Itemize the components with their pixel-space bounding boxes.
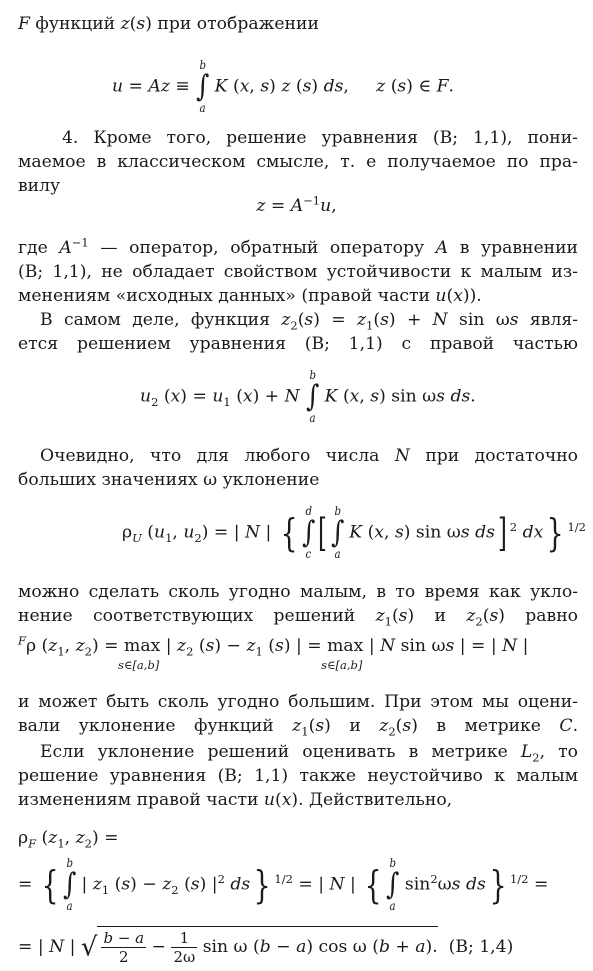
text-line: где $A^{-1}$ — оператор, обратный оператору A в уравнении <box>18 235 578 258</box>
text-line: можно сделать сколь угодно малым, в то время как укло- <box>18 582 578 602</box>
text-line: менениям «исходных данных» (правой части u(x)). <box>18 286 482 306</box>
text-line: Если уклонение решений оценивать в метрике $L_2$, то <box>40 742 578 765</box>
text-line: ется решением уравнения (В; 1,1) с правой частью <box>18 334 578 354</box>
text-line: изменениям правой части u(x). Действительно, <box>18 790 453 810</box>
equation-max: $^F$ρ ($z_1$, $z_2) = \max$ s∈[a,b] | $z_2$ $(s) - z_1$ (s) | = max s∈[a,b] | N sin ωs | = | N | <box>18 633 529 672</box>
equation-right-side: $u_2$ $(x) = u_1$ (x) + N b ∫ a K (x, s) sin ωs ds. <box>140 368 476 425</box>
text-line: маемое в классическом смысле, т. е получаемое по пра- <box>18 152 578 172</box>
equation-label: (В; 1,4) <box>448 937 514 957</box>
text-line: Очевидно, что для любого числа N при достаточно <box>40 446 578 466</box>
text-line: вилу <box>18 176 61 196</box>
equation-rho-f-line1: = { b ∫ a | $z_1$ $(s) - z_2$ (s) $|^2$ ds} $^{1/2}$ = | N | { b ∫ a $\sin^2\omega s$ ds} $^{1/2}$ = <box>18 856 549 913</box>
text-line: и может быть сколь угодно большим. При этом мы оцени- <box>18 692 578 712</box>
equation-inverse: $z = A^{-1}u$, <box>256 193 337 216</box>
text-line: вали уклонение функций $z_1(s)$ и $z_2(s)$ в метрике C. <box>18 716 579 739</box>
text-line: 4. Кроме того, решение уравнения (В; 1,1), пони- <box>62 128 578 148</box>
equation-rho-f-line2: = | N | √ $\frac{b - a}{2}$ − $\frac{1}{2\omega}$ sin ω (b − a) cos ω (b + a). (В; 1,4) <box>0 922 593 966</box>
text-line: F функций z(s) при отображении <box>18 14 319 34</box>
equation-operator: u = Az ≡ b ∫ a K (x, s) z (s) ds, z (s) ∈ F. <box>112 58 454 115</box>
text-line: нение соответствующих решений $z_1(s)$ и $z_2(s)$ равно <box>18 606 579 629</box>
equation-rho-u: $\rho_U$ ($u_1$, $u_2$) = | N | { d ∫ c [ b ∫ a K (x, s) sin ωs ds] $^2$ dx} $^{1/2}$ <box>122 504 586 561</box>
text-line: (В; 1,1), не обладает свойством устойчивости к малым из- <box>18 262 578 282</box>
text-line: решение уравнения (В; 1,1) также неустойчиво к малым <box>18 766 578 786</box>
text-line: В самом деле, функция $z_2(s) = z_1(s) + N$ sin ωs явля- <box>40 310 579 333</box>
document-page: F функций z(s) при отображении u = Az ≡ b ∫ a K (x, s) z (s) ds, z (s) ∈ F. 4. Кроме того, решение уравнения (В; 1,1), пони- маемое в классическом смысле, т. е получаемое по пра- вилу $z = A^{-1}u$, где $A^{-1}$ — оператор, обратный оператору A в уравнении (В; 1,1), не обладает свойством устойчивости к малым из- менениям «исходных данных» (правой части u(x)). В самом деле, функция $z_2(s) = z_1(s) + N$ sin ωs явля- ется решением уравнения (В; 1,1) с правой частью $u_2$ $(x) = u_1$ (x) + N b ∫ a K (x, s) sin ωs ds. Очевидно, что для любого числа N при достаточно больших значениях ω уклонение $\rho_U$ ($u_1$, $u_2$) = | N | { d ∫ c [ b ∫ a K (x, s) sin ωs ds] $^2$ dx} $^{1/2}$ можно сделать сколь угодно малым, в то время как укло- нение соответствующих решений $z_1(s)$ и $z_2(s)$ равно $^F$ρ ($z_1$, $z_2) = \max$ s∈[a,b] | $z_2$ $(s) - z_1$ (s) | = max s∈[a,b] | N sin ωs | = | N | и может быть сколь угодно большим. При этом мы оцени- вали уклонение функций $z_1(s)$ и $z_2(s)$ в метрике C. Если уклонение решений оценивать в метрике $L_2$, то решение уравнения (В; 1,1) также неустойчиво к малым изменениям правой части u(x). Действительно, $\rho_F$ ($z_1$, $z_2$) = = { b ∫ a | $z_1$ $(s) - z_2$ (s) $|^2$ ds} $^{1/2}$ = | N | { b ∫ a $\sin^2\omega s$ ds} $^{1/2}$ = = | N | √ $\frac{b - a}{2}$ − $\frac{1}{2\omega}$ sin ω (b − a) cos ω (b + a). (В; 1,4) <box>0 0 593 971</box>
text-line: больших значениях ω уклонение <box>18 470 320 490</box>
